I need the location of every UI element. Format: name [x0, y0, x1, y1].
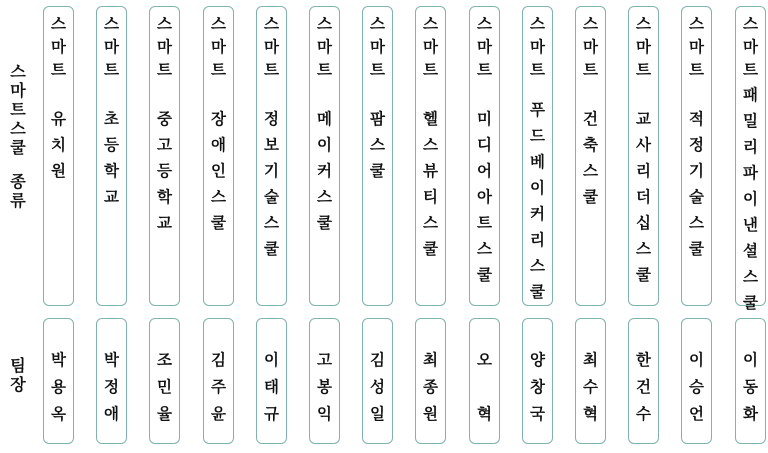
school-type-name: 메 이 커 스 쿨 [317, 110, 332, 232]
school-type-prefix: 스 마 트 [423, 15, 438, 79]
leader-row-header [2, 356, 34, 394]
team-leader-cell [43, 318, 74, 444]
school-type-prefix: 스 마 트 [104, 15, 119, 79]
school-type-prefix: 스 마 트 [51, 15, 66, 79]
school-type-cell [575, 6, 606, 306]
school-type-name: 패 밀 리 파 이 낸 셜 스 쿨 [743, 86, 758, 312]
school-type-name: 유 치 원 [51, 110, 66, 180]
school-type-name: 미 디 어 아 트 스 쿨 [477, 110, 492, 284]
school-type-cell [415, 6, 446, 306]
school-type-prefix: 스 마 트 [583, 15, 598, 79]
school-type-cell [256, 6, 287, 306]
team-leader-cell [203, 318, 234, 444]
school-type-prefix: 스 마 트 [743, 15, 758, 79]
school-type-cell [309, 6, 340, 306]
team-leader-name: 한 건 수 [636, 351, 651, 423]
team-leader-cell [735, 318, 766, 444]
team-leader-cell [96, 318, 127, 444]
school-type-name: 정 보 기 술 스 쿨 [264, 110, 279, 258]
team-leader-name: 박 용 옥 [51, 351, 66, 423]
school-type-cell [362, 6, 393, 306]
school-type-cell [149, 6, 180, 306]
school-type-name: 헬 스 뷰 티 스 쿨 [423, 110, 438, 258]
school-type-prefix: 스 마 트 [636, 15, 651, 79]
team-leader-name: 최 수 혁 [583, 351, 598, 423]
school-type-name: 초 등 학 교 [104, 110, 119, 206]
school-type-name: 팜 스 쿨 [370, 110, 385, 180]
school-type-cell [681, 6, 712, 306]
team-leader-cell [149, 318, 180, 444]
team-leader-name: 김 주 윤 [211, 351, 226, 423]
team-leader-name: 이 태 규 [264, 351, 279, 423]
team-leader-cell [309, 318, 340, 444]
type-row-header [2, 62, 34, 210]
team-leader-cell [681, 318, 712, 444]
school-type-cell [96, 6, 127, 306]
school-type-prefix: 스 마 트 [370, 15, 385, 79]
team-leader-name: 양 창 국 [530, 351, 545, 423]
team-leader-cell [362, 318, 393, 444]
school-type-prefix: 스 마 트 [264, 15, 279, 79]
school-type-prefix: 스 마 트 [477, 15, 492, 79]
school-type-cell [203, 6, 234, 306]
school-type-cell [735, 6, 766, 312]
school-type-name: 건 축 스 쿨 [583, 110, 598, 206]
team-leader-cell [256, 318, 287, 444]
school-type-cell [628, 6, 659, 306]
school-type-name: 중 고 등 학 교 [157, 110, 172, 232]
school-type-name: 푸 드 베 이 커 리 스 쿨 [530, 101, 545, 301]
school-type-name: 장 애 인 스 쿨 [211, 110, 226, 232]
team-leader-cell [575, 318, 606, 444]
school-type-name: 적 정 기 술 스 쿨 [689, 110, 704, 258]
type-header-text: 스 마 트 스 쿨 종 류 [10, 62, 26, 210]
school-type-prefix: 스 마 트 [689, 15, 704, 79]
school-type-prefix: 스 마 트 [317, 15, 332, 79]
school-type-prefix: 스 마 트 [530, 15, 545, 79]
school-type-prefix: 스 마 트 [157, 15, 172, 79]
team-leader-name: 조 민 율 [157, 351, 172, 423]
school-type-name: 교 사 리 더 십 스 쿨 [636, 110, 651, 284]
school-type-cell [469, 6, 500, 306]
team-leader-name: 이 동 화 [743, 351, 758, 423]
school-type-cell [43, 6, 74, 306]
team-leader-name: 이 승 언 [689, 351, 704, 423]
team-leader-name: 고 봉 익 [317, 351, 332, 423]
team-leader-cell [415, 318, 446, 444]
leader-header-text: 팀 장 [10, 356, 26, 394]
school-type-prefix: 스 마 트 [211, 15, 226, 79]
team-leader-cell [522, 318, 553, 444]
team-leader-name: 오 혁 [477, 351, 492, 423]
team-leader-cell [628, 318, 659, 444]
team-leader-name: 박 정 애 [104, 351, 119, 423]
team-leader-name: 김 성 일 [370, 351, 385, 423]
team-leader-cell [469, 318, 500, 444]
team-leader-name: 최 종 원 [423, 351, 438, 423]
school-type-cell [522, 6, 553, 306]
